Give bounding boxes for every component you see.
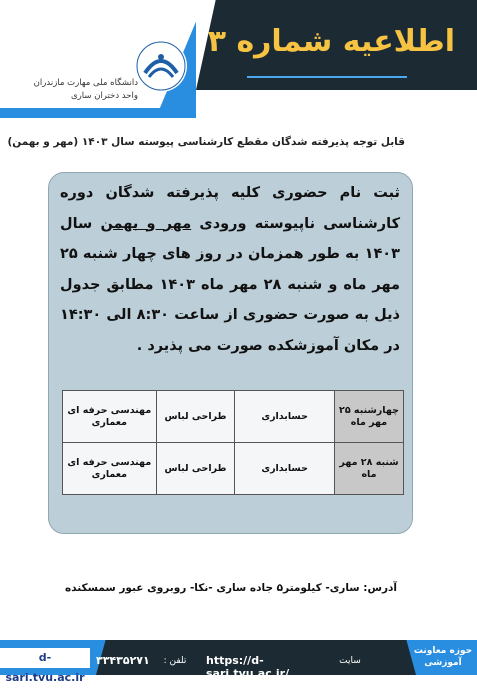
page-title: اطلاعیه شماره ۳: [207, 24, 455, 59]
notice-paragraph: [60, 178, 400, 361]
footer-site-label: سایت: [339, 656, 361, 666]
footer-site-link[interactable]: https://d-sari.tvu.ac.ir/: [206, 654, 290, 680]
schedule-major: طراحی لباس: [156, 391, 235, 443]
logo-emblem-icon: [136, 41, 186, 91]
footer-watermark: d-sari.tvu.ac.ir: [0, 648, 90, 668]
table-row: [63, 443, 404, 495]
schedule-major: مهندسی حرفه ای معماری: [63, 443, 157, 495]
university-branch: واحد دختران ساری: [71, 91, 138, 101]
schedule-major: طراحی لباس: [156, 443, 235, 495]
table-row: [63, 391, 404, 443]
schedule-major: حسابداری: [235, 391, 335, 443]
footer-phone-label: تلفن :: [163, 656, 187, 666]
schedule-table: [62, 390, 404, 495]
schedule-major: حسابداری: [235, 443, 335, 495]
notice-text-underlined: مهر و بهمن: [100, 215, 192, 232]
schedule-day: چهارشنبه ۲۵ مهر ماه: [334, 391, 403, 443]
title-underline: [247, 76, 407, 78]
schedule-day: شنبه ۲۸ مهر ماه: [334, 443, 403, 495]
footer-phone: ۳۳۴۳۵۲۷۱: [96, 654, 150, 667]
university-name: دانشگاه ملی مهارت مازندران: [33, 78, 138, 88]
notice-text-2: سال ۱۴۰۳ به طور همزمان در روز های چهار شنبه ۲۵ مهر ماه و شنبه ۲۸ مهر ماه ۱۴۰۳ مطابق جدول ذیل به صورت حضوری از ساعت ۸:۳۰ الی ۱۴:۳۰ در مکان آموزشکده صورت می پذیرد .: [60, 215, 401, 354]
university-logo: [135, 40, 187, 92]
address: آدرس: ساری- کیلومتر۵ جاده ساری -نکا- روبروی عبور سمسکنده: [65, 582, 397, 594]
notice-text-1: ثبت نام حضوری کلیه پذیرفته شدگان دوره کارشناسی ناپیوسته ورودی: [60, 185, 400, 232]
notice-subtitle: قابل توجه پذیرفته شدگان مقطع کارشناسی پیوسته سال ۱۴۰۳ (مهر و بهمن): [7, 136, 405, 148]
schedule-major: مهندسی حرفه ای معماری: [63, 391, 157, 443]
footer-department: حوزه معاونت آموزشی: [413, 646, 473, 668]
